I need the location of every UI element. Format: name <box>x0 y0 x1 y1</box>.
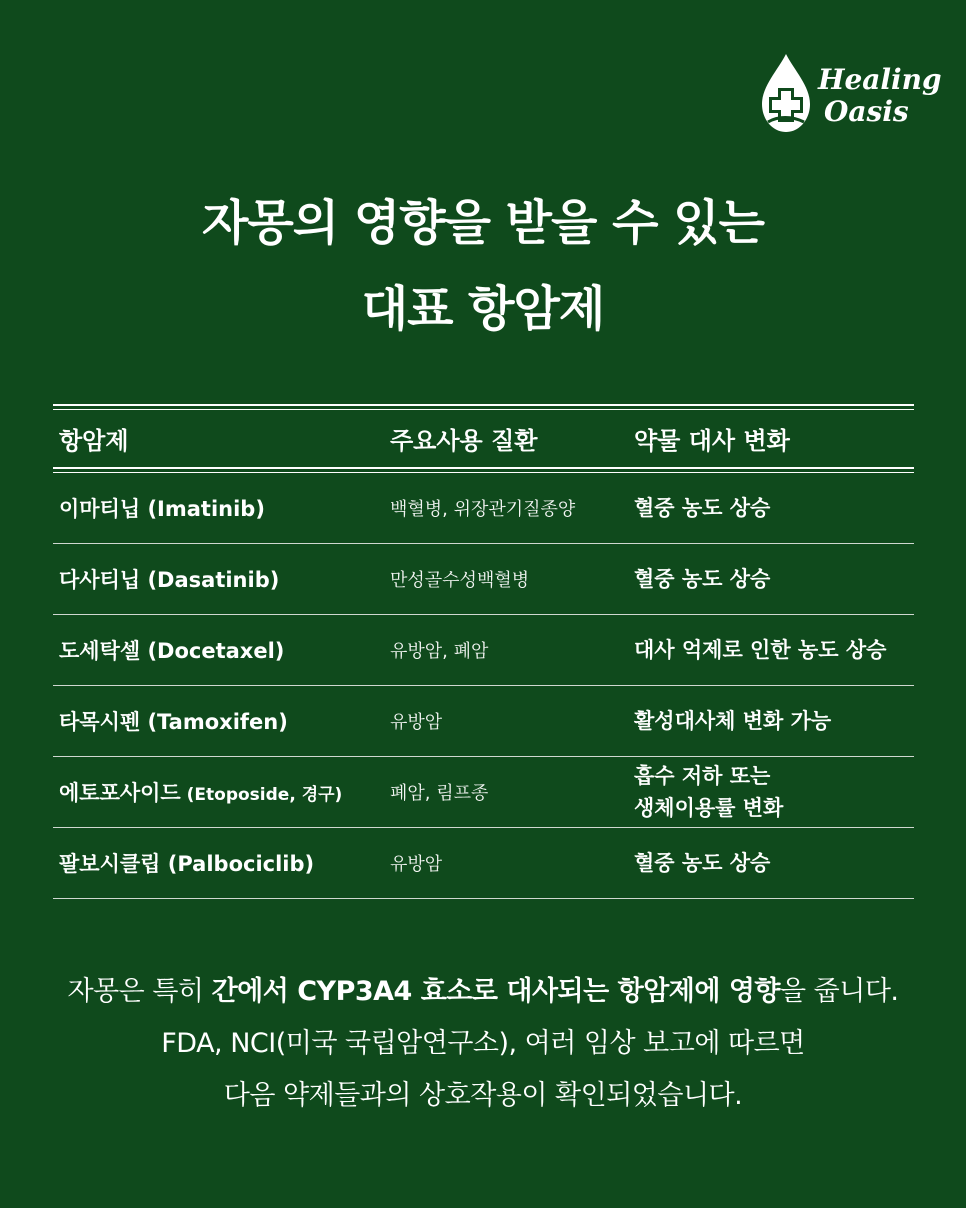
column-header-drug: 항암제 <box>59 427 129 455</box>
footer-line1-emphasis: 간에서 CYP3A4 효소로 대사되는 항암제에 영향 <box>211 976 780 1007</box>
drug-name <box>53 777 390 807</box>
table-row <box>53 757 914 828</box>
drug-name-text: 도세탁셀 (Docetaxel) <box>59 639 285 663</box>
brand-name-line2: Oasis <box>824 95 909 128</box>
footer-line3: 다음 약제들과의 상호작용이 확인되었습니다. <box>223 1080 743 1111</box>
disease-cell: 만성골수성백혈병 <box>390 570 530 591</box>
drug-table <box>53 404 914 899</box>
effect-cell: 혈중 농도 상승 <box>634 851 771 875</box>
drug-name-text: 다사티닙 (Dasatinib) <box>59 568 280 592</box>
disease-cell: 유방암, 폐암 <box>390 641 489 662</box>
disease-cell: 유방암 <box>390 712 443 733</box>
footer-note <box>0 966 966 1122</box>
footer-line1 <box>0 966 966 1018</box>
table-row <box>53 473 914 544</box>
drug-name-text: 이마티닙 (Imatinib) <box>59 497 265 521</box>
drug-name-text: 타목시펜 (Tamoxifen) <box>59 710 288 734</box>
footer-line1-end: 을 줍니다. <box>780 976 899 1007</box>
drug-name <box>53 564 390 594</box>
drug-name-note: (Etoposide, 경구) <box>180 785 343 805</box>
effect-cell: 활성대사체 변화 가능 <box>634 709 832 733</box>
title-line1: 자몽의 영향을 받을 수 있는 <box>202 195 764 251</box>
footer-line2: FDA, NCI(미국 국립암연구소), 여러 임상 보고에 따르면 <box>161 1028 805 1059</box>
effect-cell: 흡수 저하 또는 생체이용률 변화 <box>634 764 784 820</box>
title-line2: 대표 항암제 <box>361 281 605 337</box>
brand-name-line1: Healing <box>818 63 942 96</box>
table-header-row <box>53 410 914 467</box>
disease-cell: 폐암, 림프종 <box>390 783 489 804</box>
water-drop-cross-icon <box>758 52 814 136</box>
table-row <box>53 615 914 686</box>
drug-name <box>53 848 390 878</box>
effect-cell: 대사 억제로 인한 농도 상승 <box>634 638 887 662</box>
drug-name <box>53 635 390 665</box>
effect-cell: 혈중 농도 상승 <box>634 496 771 520</box>
drug-name <box>53 493 390 523</box>
drug-name-text: 팔보시클립 (Palbociclib) <box>59 852 315 876</box>
disease-cell: 백혈병, 위장관기질종양 <box>390 499 576 520</box>
table-row <box>53 686 914 757</box>
footer-line1-start: 자몽은 특히 <box>67 976 212 1007</box>
column-header-disease: 주요사용 질환 <box>390 427 538 455</box>
page-title <box>0 180 966 352</box>
table-row <box>53 828 914 899</box>
drug-name <box>53 706 390 736</box>
disease-cell: 유방암 <box>390 854 443 875</box>
brand-logo <box>758 50 942 140</box>
brand-name <box>818 64 942 128</box>
drug-name-text: 에토포사이드 <box>59 781 181 805</box>
column-header-effect: 약물 대사 변화 <box>634 427 790 455</box>
effect-cell: 혈중 농도 상승 <box>634 567 771 591</box>
table-row <box>53 544 914 615</box>
